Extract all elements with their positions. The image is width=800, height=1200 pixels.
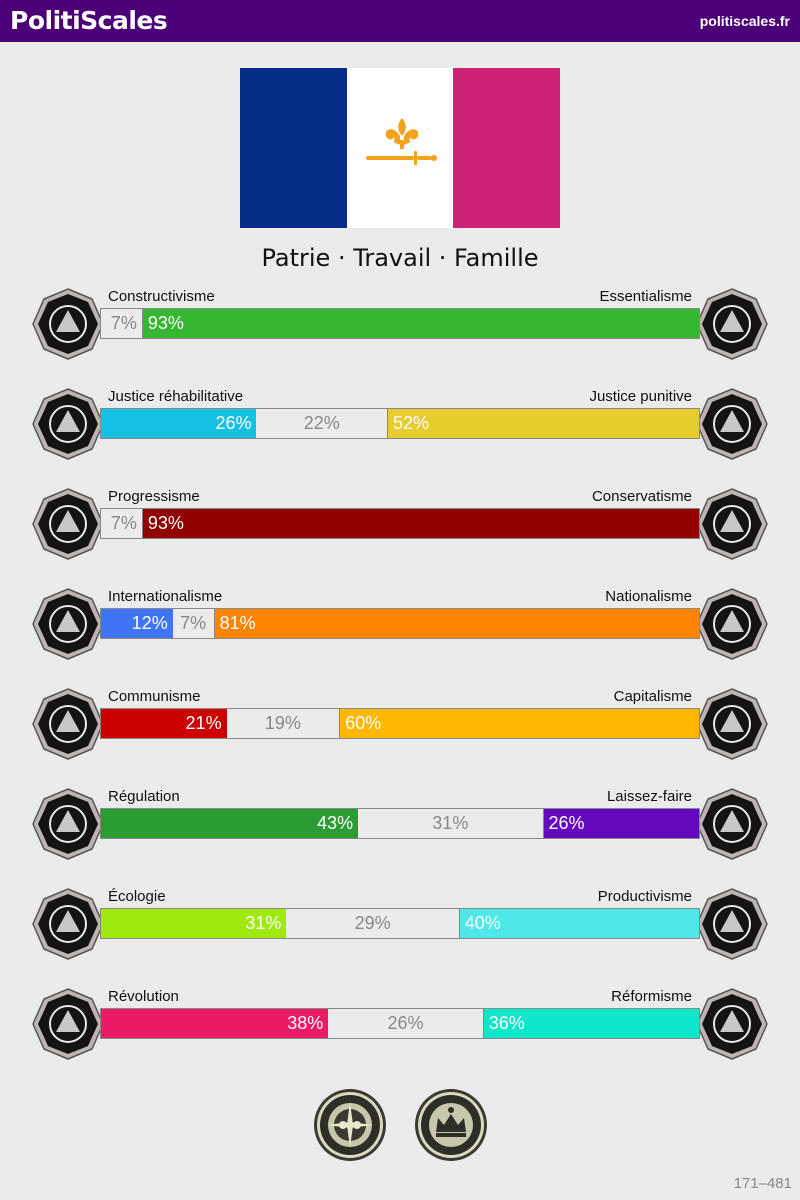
prison-bars-icon <box>696 388 768 460</box>
raised-fist-icon <box>32 988 104 1060</box>
axis-row <box>0 388 800 468</box>
parliament-icon <box>696 988 768 1060</box>
motto-slogan: Patrie · Travail · Famille <box>261 244 539 272</box>
axis-right-segment: 52% <box>388 409 699 438</box>
axis-row <box>0 688 800 768</box>
axis-bar <box>100 308 700 339</box>
axis-bar <box>100 508 700 539</box>
axis-left-segment: 12% <box>101 609 173 638</box>
flag-icon <box>696 588 768 660</box>
axis-left-segment: 7% <box>101 509 143 538</box>
axis-right-label: Nationalisme <box>605 588 692 605</box>
footer-id: 171–481 <box>733 1175 792 1192</box>
axis-row <box>0 888 800 968</box>
flag-stripe-right <box>453 68 560 228</box>
axis-right-segment: 93% <box>143 309 699 338</box>
ruler-icon <box>32 788 104 860</box>
axis-neutral-segment: 31% <box>358 809 543 838</box>
flag-stripe-middle <box>347 68 454 228</box>
axis-bar <box>100 608 700 639</box>
axis-left-label: Écologie <box>108 888 166 905</box>
axis-left-segment: 21% <box>101 709 227 738</box>
butterfly-icon <box>696 788 768 860</box>
axis-right-segment: 60% <box>340 709 699 738</box>
globe-icon <box>32 588 104 660</box>
gear-icon <box>696 888 768 960</box>
axis-row <box>0 788 800 868</box>
axis-neutral-segment: 22% <box>256 409 388 438</box>
axis-bar <box>100 408 700 439</box>
hammer-sickle-icon <box>32 688 104 760</box>
brand-title: PolitiScales <box>10 6 168 35</box>
axis-left-label: Révolution <box>108 988 179 1005</box>
app-header <box>0 0 800 42</box>
axis-neutral-segment: 29% <box>286 909 459 938</box>
axis-right-segment: 81% <box>215 609 699 638</box>
crown-seal-icon <box>414 1088 488 1162</box>
axis-right-label: Laissez-faire <box>606 788 692 805</box>
essentialism-icon <box>696 288 768 360</box>
axis-neutral-segment: 26% <box>328 1009 483 1038</box>
axis-bar <box>100 808 700 839</box>
axis-right-label: Productivisme <box>597 888 692 905</box>
result-flag <box>240 68 560 228</box>
axis-right-segment: 40% <box>460 909 699 938</box>
fleur-de-lis-sword-icon <box>364 116 440 180</box>
constructivism-icon <box>32 288 104 360</box>
axis-left-segment: 31% <box>101 909 286 938</box>
handshake-icon <box>32 388 104 460</box>
axis-right-label: Essentialisme <box>599 288 692 305</box>
axis-right-label: Justice punitive <box>589 388 692 405</box>
axis-left-label: Régulation <box>108 788 180 805</box>
axis-left-segment: 7% <box>101 309 143 338</box>
site-url[interactable]: politiscales.fr <box>699 13 790 29</box>
quill-pen-icon <box>696 488 768 560</box>
axis-row <box>0 288 800 368</box>
axis-right-segment: 36% <box>484 1009 699 1038</box>
axis-row <box>0 488 800 568</box>
axis-right-label: Conservatisme <box>591 488 692 505</box>
axis-left-label: Constructivisme <box>108 288 215 305</box>
axis-row <box>0 988 800 1068</box>
axis-left-label: Progressisme <box>108 488 200 505</box>
axis-right-segment: 26% <box>544 809 699 838</box>
flag-stripe-left <box>240 68 347 228</box>
axis-left-label: Communisme <box>108 688 201 705</box>
progress-icon <box>32 488 104 560</box>
axis-left-label: Internationalisme <box>108 588 223 605</box>
money-bag-icon <box>696 688 768 760</box>
compass-seal-icon <box>313 1088 387 1162</box>
axis-bar <box>100 908 700 939</box>
axis-bar <box>100 1008 700 1039</box>
axis-neutral-segment: 19% <box>227 709 341 738</box>
axis-left-segment: 26% <box>101 409 256 438</box>
axis-right-segment: 93% <box>143 509 699 538</box>
plant-icon <box>32 888 104 960</box>
axis-right-label: Réformisme <box>611 988 692 1005</box>
axis-bar <box>100 708 700 739</box>
axis-right-label: Capitalisme <box>613 688 692 705</box>
axis-left-segment: 38% <box>101 1009 328 1038</box>
axis-left-segment: 43% <box>101 809 358 838</box>
axis-left-label: Justice réhabilitative <box>108 388 244 405</box>
axis-neutral-segment: 7% <box>173 609 215 638</box>
axis-row <box>0 588 800 668</box>
